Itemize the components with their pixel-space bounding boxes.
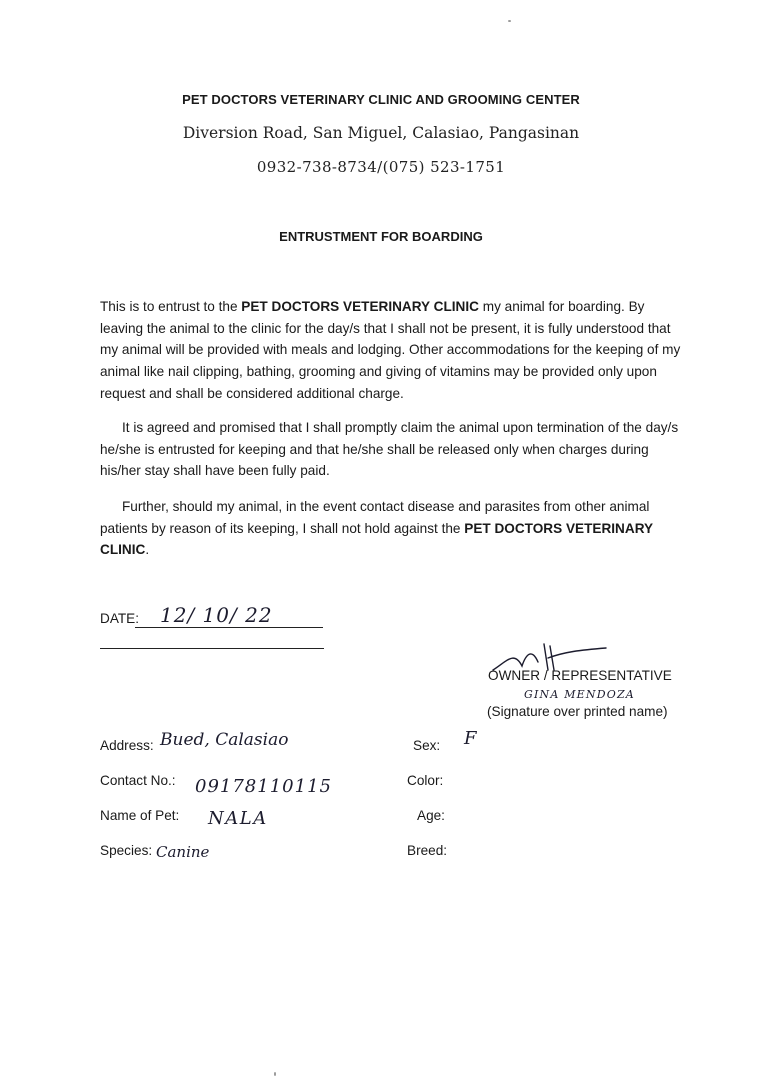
paragraph-1 [100, 296, 688, 405]
p3-clinic-name: PET DOCTORS VETERINARY CLINIC [100, 520, 653, 558]
p3-text-b: . [145, 542, 150, 558]
scan-speck [274, 1072, 276, 1076]
paragraph-3 [100, 496, 688, 561]
date-label: DATE: [100, 611, 140, 626]
address-label: Address: [100, 738, 154, 753]
clinic-address: Diversion Road, San Miguel, Calasiao, Pangasinan [182, 124, 580, 142]
p1-clinic-name: PET DOCTORS VETERINARY CLINIC [241, 299, 479, 314]
sex-value: F [464, 728, 477, 749]
breed-label: Breed: [407, 843, 448, 858]
species-value: Canine [156, 843, 210, 861]
color-label: Color: [407, 773, 444, 788]
sex-label: Sex: [413, 738, 441, 753]
p1-text-b: my animal for boarding. By leaving the animal to the clinic for the day/s that I shall not be present, it is fully understood that my animal will be provided with meals and lodging. Other accommodations for the keeping of my animal like nail clipping, bathing, grooming and giving of vitamins may be provided only upon request and shall be considered additional charge. [100, 299, 681, 401]
printed-name: GINA MENDOZA [524, 688, 635, 701]
contact-value: 09178110115 [195, 776, 332, 797]
date-extra-line [100, 648, 324, 649]
scan-speck [508, 20, 511, 22]
form-title: ENTRUSTMENT FOR BOARDING [279, 229, 483, 244]
date-line [135, 627, 323, 628]
pet-name-value: NALA [208, 808, 268, 829]
clinic-name: PET DOCTORS VETERINARY CLINIC AND GROOMING CENTER [182, 92, 580, 107]
date-value: 12/ 10/ 22 [160, 603, 273, 627]
clinic-phone: 0932-738-8734/(075) 523-1751 [256, 158, 506, 176]
age-label: Age: [417, 808, 445, 823]
species-label: Species: [100, 843, 153, 858]
pet-name-label: Name of Pet: [100, 808, 180, 823]
paragraph-2 [100, 417, 688, 482]
owner-representative-label: OWNER / REPRESENTATIVE [488, 668, 672, 683]
p1-text-a: This is to entrust to the [100, 299, 242, 314]
p2-text: It is agreed and promised that I shall promptly claim the animal upon termination of the day/s he/she is entrusted for keeping and that he/she shall be released only when charges during his/her stay shall have been fully paid. [100, 420, 679, 479]
address-value: Bued, Calasiao [160, 730, 289, 750]
signature-caption: (Signature over printed name) [487, 704, 668, 719]
p3-text-a: Further, should my animal, in the event contact disease and parasites from other animal patients by reason of its keeping, I shall not hold against the [100, 499, 650, 536]
contact-label: Contact No.: [100, 773, 176, 788]
